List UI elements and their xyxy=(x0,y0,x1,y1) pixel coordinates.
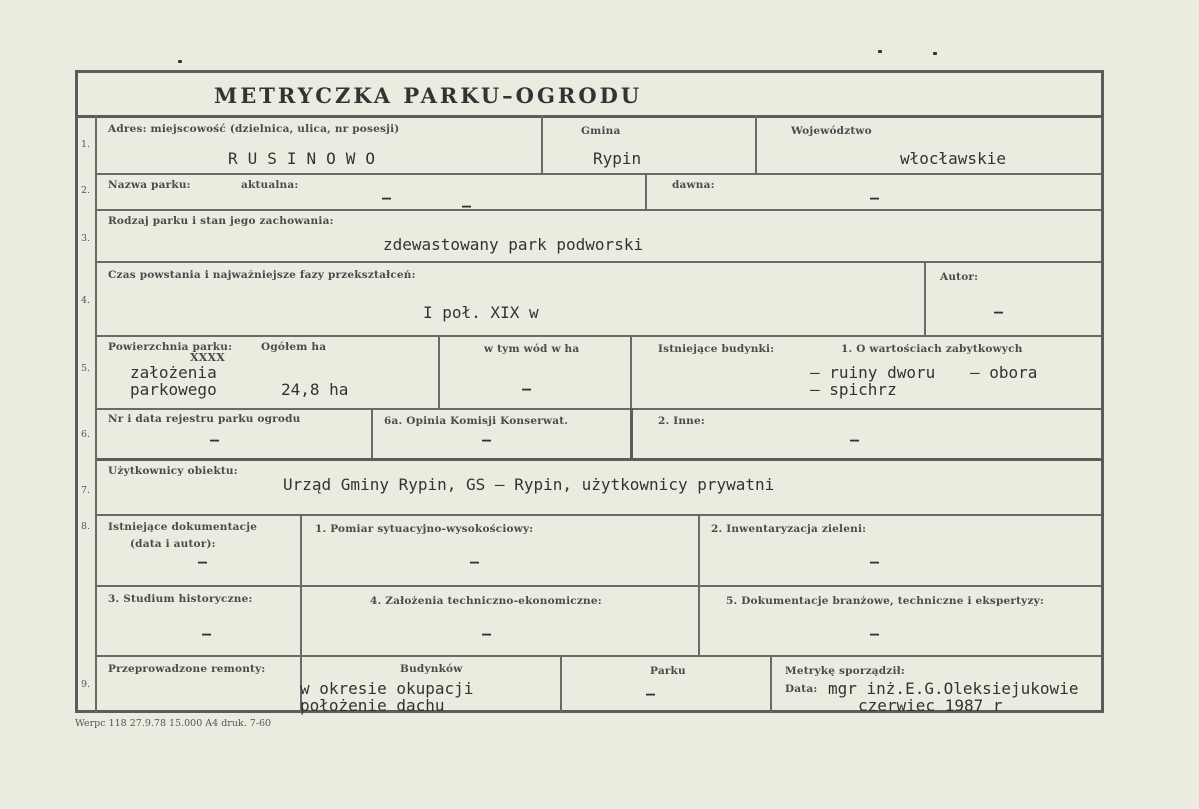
rejestr-label: Nr i data rejestru parku ogrodu xyxy=(108,413,301,425)
wody-value: – xyxy=(522,380,532,398)
wody-label: w tym wód w ha xyxy=(484,343,580,355)
budynek-item: – ruiny dworu xyxy=(810,363,936,382)
dawna-label: dawna: xyxy=(672,179,715,191)
row-number: 2. xyxy=(81,185,91,196)
print-footer: Werpc 118 27.9.78 15.000 A4 druk. 7-60 xyxy=(75,718,272,729)
powierzchnia-value-line2: parkowego xyxy=(130,380,217,399)
inne-value: – xyxy=(850,431,860,449)
date-value: czerwiec 1987 r xyxy=(858,696,1003,715)
wojewodztwo-label: Województwo xyxy=(791,125,872,137)
opinia-label: 6a. Opinia Komisji Konserwat. xyxy=(384,415,569,427)
studium-label: 3. Studium historyczne: xyxy=(108,593,253,605)
row-number: 3. xyxy=(81,233,91,244)
budynek-item: – obora xyxy=(970,363,1038,382)
paper-speck xyxy=(878,50,882,53)
data-label: Data: xyxy=(785,683,818,695)
paper-speck xyxy=(178,60,182,63)
gmina-label: Gmina xyxy=(581,125,621,137)
aktualna-value: – xyxy=(382,189,392,207)
dokumentacje-branzowe-value: – xyxy=(870,625,880,643)
card-title: METRYCZKA PARKU–OGRODU xyxy=(214,83,643,108)
zalozenia-value: – xyxy=(482,625,492,643)
gmina-value: Rypin xyxy=(593,149,642,168)
wojewodztwo-value: włocławskie xyxy=(900,149,1006,168)
inwentaryzacja-value: – xyxy=(870,553,880,571)
czas-powstania-label: Czas powstania i najważniejsze fazy przekształceń: xyxy=(108,269,416,281)
rodzaj-parku-label: Rodzaj parku i stan jego zachowania: xyxy=(108,215,334,227)
budynkow-label: Budynków xyxy=(400,663,463,675)
zalozenia-label: 4. Założenia techniczno-ekonomiczne: xyxy=(370,595,602,607)
row-number: 4. xyxy=(81,295,91,306)
rodzaj-parku-value: zdewastowany park podworski xyxy=(383,235,644,254)
aktualna-value-mark: – xyxy=(462,197,472,215)
inwentaryzacja-label: 2. Inwentaryzacja zieleni: xyxy=(711,523,867,535)
row-number: 7. xyxy=(81,485,91,496)
studium-value: – xyxy=(202,625,212,643)
autor-value: – xyxy=(994,303,1004,321)
dokumentacje-value: – xyxy=(198,553,208,571)
parku-value: – xyxy=(646,685,656,703)
inne-label: 2. Inne: xyxy=(658,415,705,427)
park-card xyxy=(75,70,1104,713)
dokumentacje-sublabel: (data i autor): xyxy=(130,538,216,550)
powierzchnia-ha-value: 24,8 ha xyxy=(281,380,349,399)
rejestr-value: – xyxy=(210,431,220,449)
opinia-value: – xyxy=(482,431,492,449)
nazwa-parku-label: Nazwa parku: xyxy=(108,179,191,191)
typed-overstrike: XXXX xyxy=(190,351,225,364)
row-number: 8. xyxy=(81,521,91,532)
budynkow-value-line2: położenie dachu xyxy=(300,696,445,715)
uzytkownicy-label: Użytkownicy obiektu: xyxy=(108,465,238,477)
author-value: mgr inż.E.G.Oleksiejukowie xyxy=(828,679,1079,698)
aktualna-label: aktualna: xyxy=(241,179,299,191)
pomiar-label: 1. Pomiar sytuacyjno-wysokościowy: xyxy=(315,523,534,535)
paper-speck xyxy=(933,52,937,55)
metryke-label: Metrykę sporządził: xyxy=(785,665,905,677)
pomiar-value: – xyxy=(470,553,480,571)
budynkow-value-line1: w okresie okupacji xyxy=(300,679,474,698)
dawna-value: – xyxy=(870,189,880,207)
czas-powstania-value: I poł. XIX w xyxy=(423,303,539,322)
budynki-label: Istniejące budynki: xyxy=(658,343,775,355)
powierzchnia-value-line1: założenia xyxy=(130,363,217,382)
row-number: 1. xyxy=(81,139,91,150)
dokumentacje-branzowe-label: 5. Dokumentacje branżowe, techniczne i ekspertyzy: xyxy=(726,595,1045,607)
dokumentacje-label: Istniejące dokumentacje xyxy=(108,521,258,533)
uzytkownicy-value: Urząd Gminy Rypin, GS – Rypin, użytkownicy prywatni xyxy=(283,475,775,494)
powierzchnia-label: Powierzchnia parku: xyxy=(108,341,233,353)
adres-value: RUSINOWO xyxy=(228,149,386,168)
zabytkowe-label: 1. O wartościach zabytkowych xyxy=(841,343,1023,355)
row-number: 5. xyxy=(81,363,91,374)
adres-label: Adres: miejscowość (dzielnica, ulica, nr posesji) xyxy=(108,123,400,135)
budynek-item: – spichrz xyxy=(810,380,897,399)
row-number: 9. xyxy=(81,679,91,690)
row-number: 6. xyxy=(81,429,91,440)
parku-label: Parku xyxy=(650,665,686,677)
remonty-label: Przeprowadzone remonty: xyxy=(108,663,266,675)
ogolem-label: Ogółem ha xyxy=(261,341,327,353)
autor-label: Autor: xyxy=(940,271,979,283)
